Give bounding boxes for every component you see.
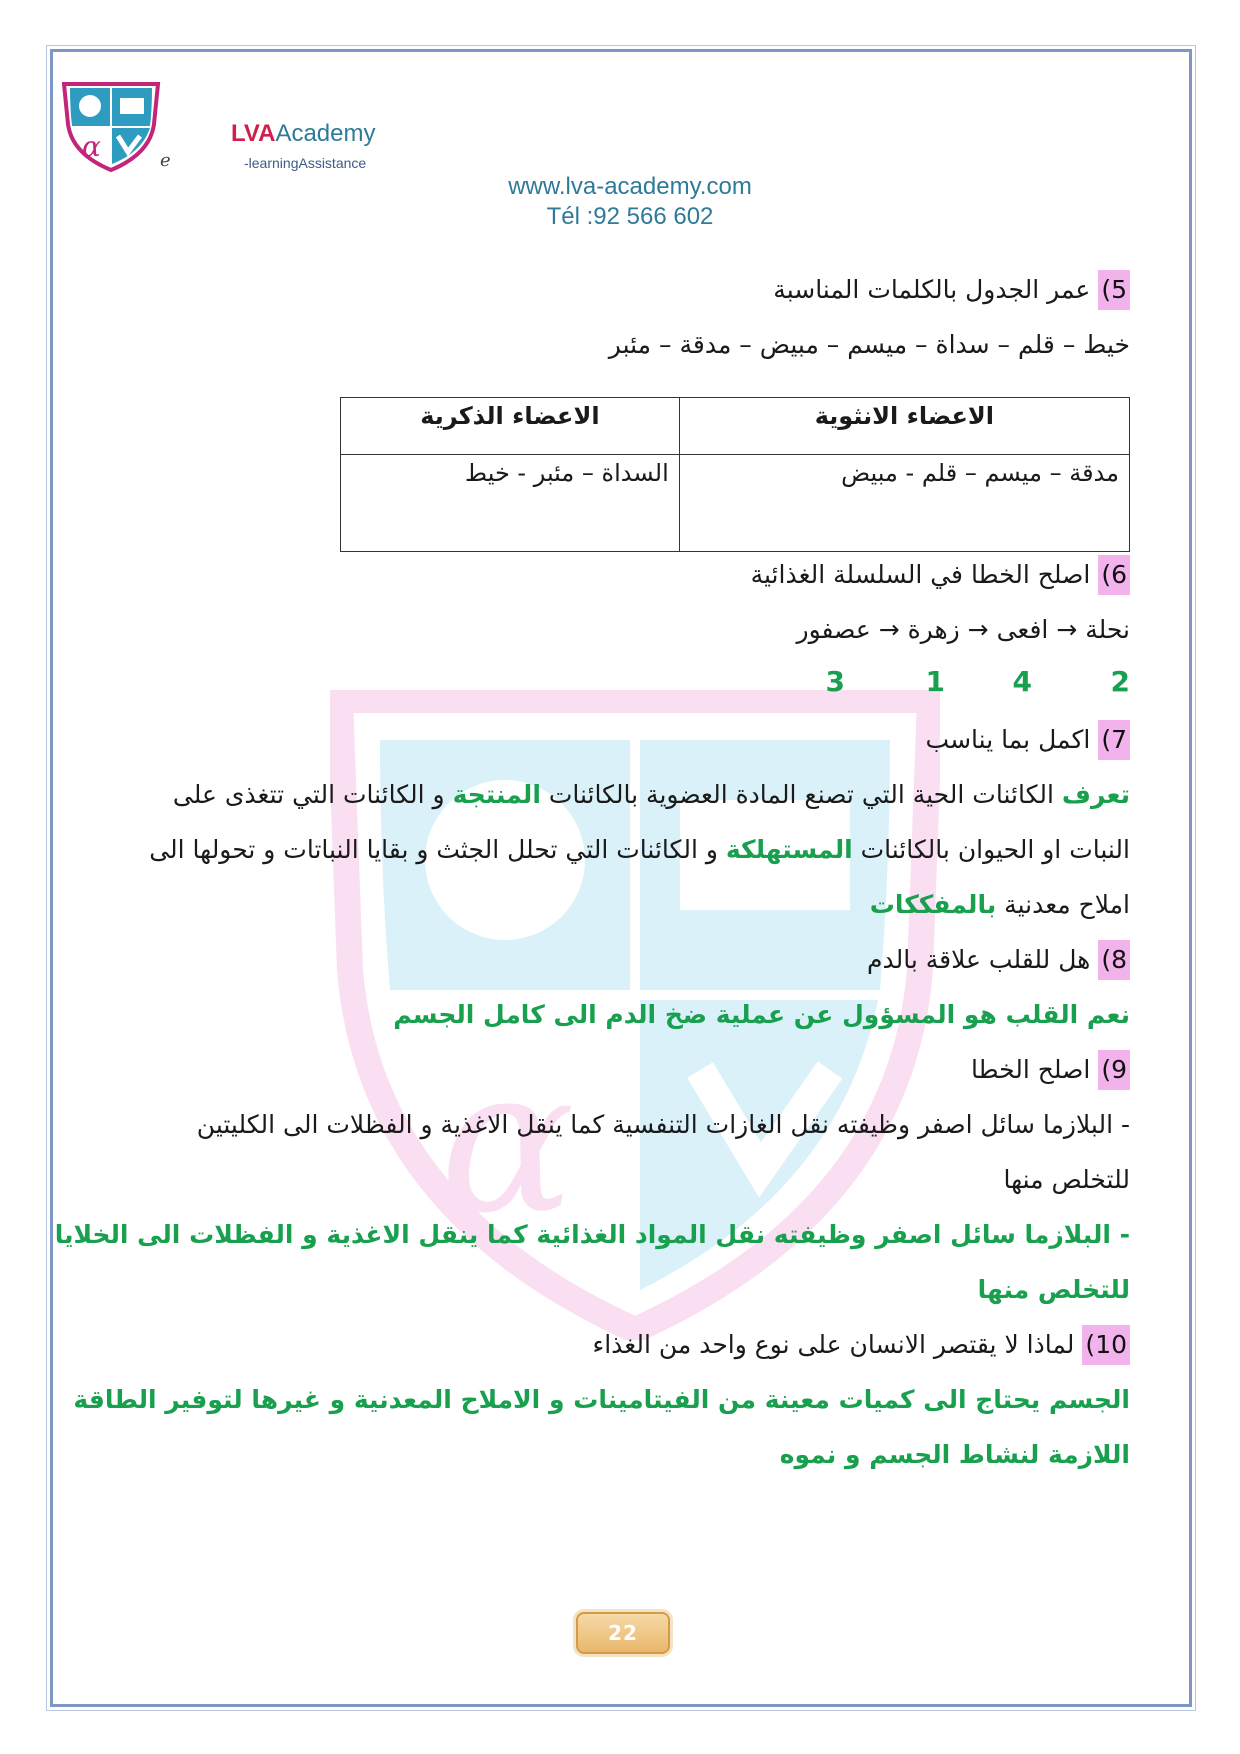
answer-word: تعرف [1061, 780, 1130, 809]
phone-number: Tél :92 566 602 [546, 203, 714, 230]
cell-female-organs: مدقة – ميسم – قلم - مبيض [679, 455, 1129, 552]
order-number: 4 [1012, 665, 1032, 698]
organs-table [340, 397, 1130, 552]
order-number: 1 [925, 665, 945, 698]
chain-order [760, 665, 1130, 705]
question-7 [926, 720, 1130, 760]
question-9-fix-line-2: للتخلص منها [977, 1275, 1130, 1304]
question-6 [751, 555, 1130, 595]
cell-male-organs: السداة – مئبر - خيط [341, 455, 680, 552]
website-link[interactable]: www.lva-academy.com [508, 173, 752, 200]
answer-word: المستهلكة [725, 835, 853, 864]
logo-letter: e [160, 150, 171, 171]
question-8 [867, 940, 1130, 980]
question-9-wrong-line-2: للتخلص منها [1003, 1165, 1130, 1194]
q7-text: و الكائنات التي تتغذى على [172, 780, 453, 809]
question-10-answer-line-1: الجسم يحتاج الى كميات معينة من الفيتامينات و الاملاح المعدنية و غيرها لتوفير الطاقة [73, 1385, 1130, 1414]
question-7-title: اكمل بما يناسب [925, 725, 1091, 754]
question-9-fix-line-1: - البلازما سائل اصفر وظيفته نقل المواد الغذائية كما ينقل الاغذية و الفظلات الى الخلايا [54, 1220, 1130, 1249]
q7-text: املاح معدنية [996, 890, 1130, 919]
question-6-title: اصلح الخطا في السلسلة الغذائية [750, 560, 1091, 589]
header-male-organs: الاعضاء الذكرية [341, 398, 680, 455]
site-info [440, 172, 820, 232]
q7-text: و الكائنات التي تحلل الجثث و بقايا النباتات و تحولها الى [149, 835, 726, 864]
food-chain: نحلة → افعى → زهرة → عصفور [796, 615, 1130, 644]
word-bank: خيط – قلم – سداة – ميسم – مبيض – مدقة – مئبر [608, 330, 1130, 359]
order-number: 2 [1110, 665, 1130, 698]
question-5-title: عمر الجدول بالكلمات المناسبة [773, 275, 1091, 304]
order-number: 3 [825, 665, 845, 698]
q7-paragraph-line-2 [149, 830, 1130, 870]
question-9-title: اصلح الخطا [970, 1055, 1091, 1084]
svg-text:α: α [440, 1025, 576, 1258]
question-8-number: 8) [1098, 940, 1130, 980]
header-female-organs: الاعضاء الانثوية [679, 398, 1129, 455]
answer-word: المنتجة [452, 780, 541, 809]
brand-tagline: -learningAssistance [244, 155, 367, 171]
question-5 [773, 270, 1130, 310]
lva-academy-logo [58, 80, 164, 172]
question-6-number: 6) [1098, 555, 1130, 595]
page-number-badge: 22 [576, 1612, 670, 1654]
svg-text:α: α [82, 130, 101, 163]
question-10-answer-line-2: اللازمة لنشاط الجسم و نموه [779, 1440, 1130, 1469]
brand-academy: Academy [275, 120, 376, 147]
question-9-number: 9) [1098, 1050, 1130, 1090]
brand-lv: LVA [231, 120, 276, 147]
question-10 [592, 1325, 1130, 1365]
question-8-answer: نعم القلب هو المسؤول عن عملية ضخ الدم الى كامل الجسم [393, 1000, 1130, 1029]
question-9 [971, 1050, 1130, 1090]
question-9-wrong-line-1: - البلازما سائل اصفر وظيفته نقل الغازات التنفسية كما ينقل الاغذية و الفظلات الى الكليتين [196, 1110, 1130, 1139]
q7-text: النبات او الحيوان بالكائنات [852, 835, 1130, 864]
q7-text: الكائنات الحية التي تصنع المادة العضوية بالكائنات [540, 780, 1062, 809]
q7-paragraph-line-1 [173, 775, 1130, 815]
question-7-number: 7) [1098, 720, 1130, 760]
question-10-number: 10) [1082, 1325, 1130, 1365]
brand-name [231, 120, 375, 148]
question-8-title: هل للقلب علاقة بالدم [867, 945, 1091, 974]
q7-paragraph-line-3 [870, 885, 1130, 925]
question-10-title: لماذا لا يقتصر الانسان على نوع واحد من الغذاء [592, 1330, 1075, 1359]
question-5-number: 5) [1098, 270, 1130, 310]
answer-word: بالمفككات [869, 890, 997, 919]
